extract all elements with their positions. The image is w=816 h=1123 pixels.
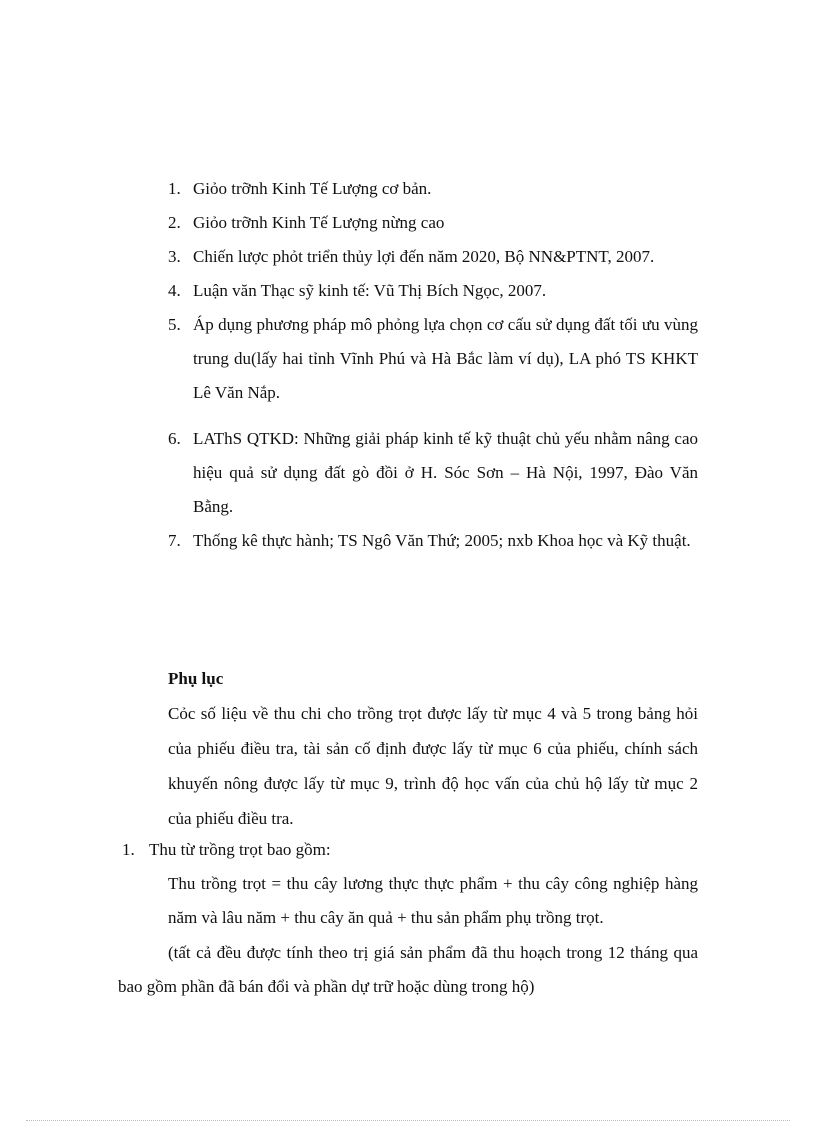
reference-text: Áp dụng phương pháp mô phỏng lựa chọn cơ cấu sử dụng đất tối ưu vùng trung du(lấy hai tỉnh Vĩnh Phú và Hà Bắc làm ví dụ), LA phó TS KHKT Lê Văn Nắp. — [193, 315, 698, 402]
appendix-intro: Cỏc số liệu về thu chi cho trồng trọt được lấy từ mục 4 và 5 trong bảng hỏi của phiếu điều tra, tài sản cố định được lấy từ mục 6 của phiếu, chính sách khuyến nông được lấy từ mục 9, trình độ học vấn của chủ hộ lấy từ mục 2 của phiếu điều tra. — [168, 704, 698, 828]
reference-text: LAThS QTKD: Những giải pháp kinh tế kỹ thuật chủ yếu nhằm nâng cao hiệu quả sử dụng đất gò đồi ở H. Sóc Sơn – Hà Nội, 1997, Đào Văn Bằng. — [193, 429, 698, 516]
list-item — [168, 524, 698, 558]
list-item — [168, 172, 698, 206]
list-number: 4. — [168, 281, 181, 300]
section-heading — [122, 833, 698, 867]
section-number: 1. — [122, 840, 135, 859]
list-item — [168, 206, 698, 240]
list-item — [168, 240, 698, 274]
reference-text: Giỏo trỡnh Kinh Tế Lượng nừng cao — [193, 213, 445, 232]
section-note: (tất cả đều được tính theo trị giá sản phẩm đã thu hoạch trong 12 tháng qua bao gồm phần đã bán đổi và phần dự trữ hoặc dùng trong hộ) — [118, 943, 698, 996]
list-number: 5. — [168, 315, 181, 334]
list-item — [168, 422, 698, 524]
income-section — [122, 833, 698, 935]
list-number: 3. — [168, 247, 181, 266]
list-number: 1. — [168, 179, 181, 198]
appendix-section — [168, 662, 698, 836]
page-bottom-divider — [26, 1120, 790, 1121]
reference-text: Chiến lược phỏt triển thủy lợi đến năm 2020, Bộ NN&PTNT, 2007. — [193, 247, 655, 266]
list-number: 6. — [168, 429, 181, 448]
reference-text: Giỏo trỡnh Kinh Tế Lượng cơ bản. — [193, 179, 432, 198]
reference-text: Luận văn Thạc sỹ kinh tế: Vũ Thị Bích Ngọc, 2007. — [193, 281, 547, 300]
appendix-title: Phụ lục — [168, 669, 224, 688]
list-number: 7. — [168, 531, 181, 550]
reference-list — [168, 172, 698, 558]
list-item — [168, 308, 698, 410]
list-item — [168, 274, 698, 308]
list-number: 2. — [168, 213, 181, 232]
reference-text: Thống kê thực hành; TS Ngô Văn Thứ; 2005; nxb Khoa học và Kỹ thuật. — [193, 531, 691, 550]
section-heading-text: Thu từ trồng trọt bao gồm: — [149, 840, 331, 859]
section-formula: Thu trồng trọt = thu cây lương thực thực phẩm + thu cây công nghiệp hàng năm và lâu năm + thu cây ăn quả + thu sản phẩm phụ trồng trọt. — [168, 874, 698, 927]
